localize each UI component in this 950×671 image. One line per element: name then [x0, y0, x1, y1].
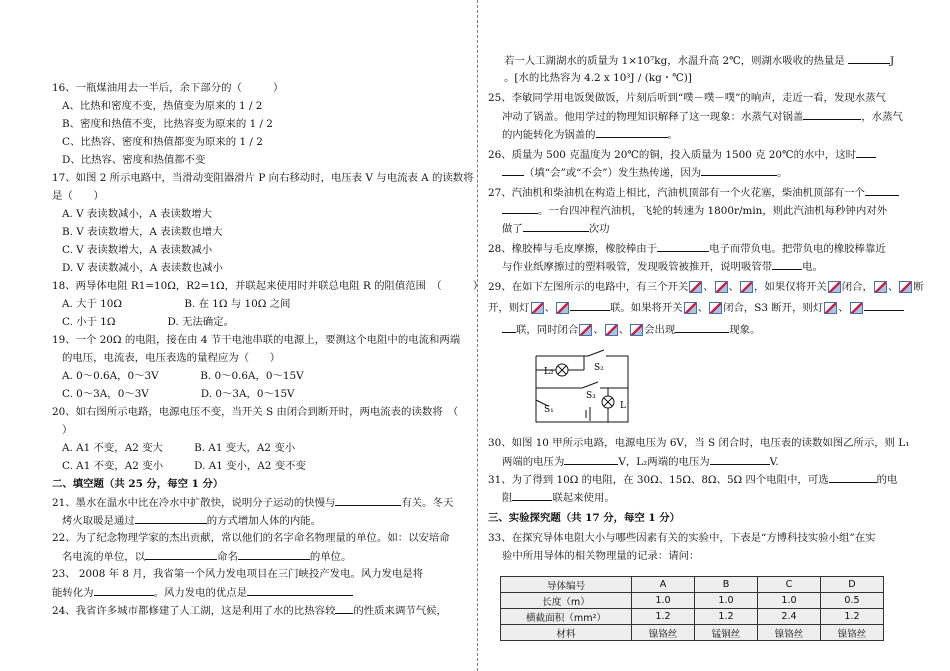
- answer-blank[interactable]: [710, 454, 770, 465]
- question-29-line2: 开，则灯 、 联。如果将开关 、 闭合，S3 断开，则灯 、: [488, 300, 904, 315]
- q25-text-a: 冲动了锅盖。他用学过的物理知识解释了这一现象：水蒸气对锅盖: [502, 111, 804, 123]
- question-19-line1: 19、一个 20Ω 的电阻，接在由 4 节干电池串联的电源上，要测这个电阻中的电流和两端: [52, 334, 461, 346]
- unit-j: J: [889, 55, 895, 67]
- switch-symbol-icon: [605, 324, 618, 336]
- table-cell: 锰铜丝: [695, 625, 758, 641]
- question-16: 16、一瓶煤油用去一半后，余下部分的（ ）: [52, 82, 284, 94]
- question-23-line2: [52, 585, 353, 600]
- q29-text-e: 开，则灯: [488, 302, 530, 314]
- question-27-line2: [502, 203, 887, 218]
- q17-option-d: D. V 表读数减小，A 表读数也减小: [62, 262, 223, 274]
- answer-blank[interactable]: [701, 165, 777, 176]
- table-cell: 1.0: [632, 593, 695, 609]
- table-cell: 横截面积（mm²）: [501, 609, 632, 625]
- q31-text-c: 阻: [502, 492, 513, 504]
- q23-text-a: 能转化为: [52, 587, 94, 599]
- table-header: 导体编号: [501, 577, 632, 593]
- q22-text-c: 的单位。: [309, 551, 352, 563]
- q27-text-c: 做了: [502, 223, 523, 235]
- question-22-line1: 22、为了纪念物理学家的杰出贡献，常以他们的名字命名物理量的单位。如：以安培命: [52, 532, 450, 544]
- answer-blank[interactable]: [502, 322, 516, 333]
- table-cell: 材料: [501, 625, 632, 641]
- q29-text-b: ，如果仅将开关: [754, 281, 827, 293]
- question-19-line2: 的电压，电流表，电压表选的量程应为（ ）: [62, 352, 281, 364]
- q20-options-cd: C. A1 不变，A2 变小 D. A1 变小，A2 变不变: [62, 460, 306, 472]
- q16-option-d: D、比热容、密度和热值都不变: [62, 154, 206, 166]
- q20-options-ab: A. A1 不变，A2 变大 B. A1 变大，A2 变小: [62, 442, 296, 454]
- question-28-line1: [488, 241, 886, 256]
- answer-blank[interactable]: [657, 241, 709, 252]
- answer-blank[interactable]: [675, 322, 729, 333]
- question-23-line1: 23、 2008 年 8 月，我省第一个风力发电项目在三门峡投产发电。风力发电是将: [52, 568, 424, 580]
- q21-text-b: 有关。冬天: [401, 497, 454, 509]
- table-row: [501, 625, 884, 641]
- switch-symbol-icon: [709, 302, 722, 314]
- q19-options-cd: C. 0～3A，0～3V D. 0～3A，0～15V: [62, 388, 295, 400]
- q26-text-c: 。: [777, 167, 788, 179]
- table-header: A: [632, 577, 695, 593]
- answer-blank[interactable]: [596, 127, 668, 138]
- q21-text-d: 的方式增加人体的内能。: [206, 515, 322, 527]
- q29-text-f: 联。如果将开关: [609, 302, 683, 314]
- label-s2: S₂: [594, 363, 604, 373]
- table-header: C: [758, 577, 821, 593]
- question-17-line1: 17、如图 2 所示电路中，当滑动变阻器滑片 P 向右移动时，电压表 V 与电流表 A 的读数将: [52, 172, 474, 184]
- q31-text-d: 联起来使用。: [552, 492, 615, 504]
- q28-text-b: 电子而带负电。把带负电的橡胶棒靠近: [709, 243, 886, 255]
- q28-text-d: 电。: [802, 261, 823, 273]
- answer-blank[interactable]: [803, 109, 861, 120]
- answer-blank[interactable]: [94, 585, 154, 596]
- q25-text-c: 的内能转化为锅盖的: [502, 129, 596, 141]
- lamp-symbol-icon: [531, 302, 544, 314]
- answer-blank[interactable]: [247, 585, 353, 596]
- question-20-line1: 20、如右图所示电路，电源电压不变，当开关 S 由闭合到断开时，两电流表的读数将 （: [52, 406, 459, 418]
- answer-blank[interactable]: [335, 495, 401, 506]
- question-27-line3: [502, 221, 610, 236]
- answer-blank[interactable]: [864, 300, 904, 311]
- question-28-line2: [502, 259, 823, 274]
- section-3-heading: 三、实验探究题（共 17 分，每空 1 分）: [488, 512, 681, 524]
- table-row: [501, 609, 884, 625]
- q24-continued-line1: [504, 53, 894, 68]
- answer-blank[interactable]: [135, 513, 207, 524]
- switch-symbol-icon: [684, 302, 697, 314]
- q24-text-a: 24、我省许多城市都修建了人工湖，这是利用了水的比热容较: [52, 605, 336, 617]
- question-31-line1: [488, 472, 897, 487]
- q25-text-d: 。: [667, 129, 678, 141]
- question-27-line1: [488, 185, 899, 200]
- question-26-line1: [488, 147, 876, 162]
- question-17-line2: 是（ ）: [52, 190, 104, 202]
- switch-symbol-icon: [740, 281, 753, 293]
- q17-option-c: C. V 表读数增大，A 表读数减小: [62, 244, 213, 256]
- q27-text-a: 27、汽油机和柴油机在构造上相比，汽油机顶部有一个火花塞，柴油机顶部有一个: [488, 187, 865, 199]
- circuit-diagram: [526, 344, 640, 428]
- question-29-line3: 联，同时闭合 、 、 会出现 现象。: [502, 322, 760, 337]
- q28-text-a: 28、橡胶棒与毛皮摩擦，橡胶棒由于: [488, 243, 658, 255]
- answer-blank[interactable]: [335, 603, 353, 614]
- answer-blank[interactable]: [856, 147, 876, 158]
- q17-option-b: B. V 表读数增大，A 表读数也增大: [62, 226, 223, 238]
- label-s3: S₃: [586, 391, 596, 401]
- q28-text-c: 与作业纸摩擦过的塑料吸管，发现吸管被推开，说明吸管带: [502, 261, 773, 273]
- switch-symbol-icon: [689, 281, 702, 293]
- lamp-symbol-icon: [556, 302, 569, 314]
- question-31-line2: [502, 490, 615, 505]
- q29-text-j: 现象。: [729, 324, 761, 336]
- q21-text-c: 烤火取暖是通过: [62, 515, 135, 527]
- question-20-line2: ）: [62, 424, 73, 436]
- q29-text-g: 闭合，S3 断开，则灯: [723, 302, 824, 314]
- question-25-line3: [502, 127, 678, 142]
- switch-symbol-icon: [874, 281, 887, 293]
- table-header: D: [821, 577, 884, 593]
- answer-blank[interactable]: [772, 259, 802, 270]
- switch-symbol-icon: [828, 281, 841, 293]
- q25-text-b: ，水蒸气: [861, 111, 903, 123]
- table-cell: 1.2: [695, 609, 758, 625]
- question-33-line2: 验中所用导体的相关物理量的记录：请问：: [502, 550, 700, 562]
- question-25-line1: 25、李敏同学用电饭煲做饭，片刻后听到“噗－噗－噗”的响声，走近一看，发现水蒸气: [488, 92, 886, 104]
- lamp-symbol-icon: [824, 302, 837, 314]
- question-30-line1: 30、如图 10 甲所示电路，电源电压为 6V，当 S 闭合时，电压表的读数如图乙所示，则 L₁: [488, 437, 910, 449]
- table-cell: 2.4: [758, 609, 821, 625]
- q30-text-a: 两端的电压为: [502, 456, 565, 468]
- q18-options-ab: A. 大于 10Ω B. 在 1Ω 与 10Ω 之间: [62, 298, 291, 310]
- q29-text-h: 联，同时闭合: [516, 324, 579, 336]
- answer-blank[interactable]: [145, 549, 217, 560]
- section-2-heading: 二、填空题（共 25 分，每空 1 分）: [52, 478, 224, 490]
- question-29-line1: 29、在如下左图所示的电路中，有三个开关 、 、 ，如果仅将开关 闭合， 、 断: [488, 281, 924, 293]
- table-header-row: [501, 577, 884, 593]
- answer-blank[interactable]: [238, 549, 310, 560]
- q24-cont-text: 若一人工湖湖水的质量为 1×10⁷kg，水温升高 2℃，则湖水吸收的热量是: [504, 55, 845, 67]
- q23-text-b: 。风力发电的优点是: [153, 587, 248, 599]
- table-cell: 镍铬丝: [758, 625, 821, 641]
- table-cell: 1.0: [758, 593, 821, 609]
- question-21-line2: [62, 513, 321, 528]
- q22-text-b: 命名: [217, 551, 238, 563]
- answer-blank[interactable]: [523, 221, 589, 232]
- q31-text-b: 的电: [876, 474, 898, 486]
- question-26-line2: [502, 165, 788, 180]
- answer-blank[interactable]: [512, 490, 552, 501]
- question-33-line1: 33、在探究导体电阻大小与哪些因素有关的实验中，下表是“方博科技实验小组”在实: [488, 532, 876, 544]
- q21-text-a: 21、墨水在温水中比在冷水中扩散快，说明分子运动的快慢与: [52, 497, 336, 509]
- label-s1: S₁: [544, 405, 554, 415]
- q29-text-d: 断: [913, 281, 924, 293]
- table-cell: 0.5: [821, 593, 884, 609]
- q30-text-c: V.: [769, 456, 779, 468]
- table-cell: 1.0: [695, 593, 758, 609]
- answer-blank[interactable]: [570, 300, 610, 311]
- q30-text-b: V，L₂两端的电压为: [618, 456, 710, 468]
- q24-text-b: 的性质来调节气候，: [353, 605, 447, 617]
- answer-blank[interactable]: [865, 185, 899, 196]
- q29-text-a: 29、在如下左图所示的电路中，有三个开关: [488, 281, 689, 293]
- table-cell: 镍铬丝: [821, 625, 884, 641]
- question-22-line2: [62, 549, 351, 564]
- q24-continued-line2: 。[水的比热容为 4.2 x 10³J / (kg・℃)]: [504, 72, 692, 84]
- switch-symbol-icon: [899, 281, 912, 293]
- question-30-line2: [502, 454, 779, 469]
- q17-option-a: A. V 表读数减小，A 表读数增大: [62, 208, 213, 220]
- q16-option-c: C、比热容、密度和热值都变为原来的 1 / 2: [62, 136, 263, 148]
- q22-text-a: 名电流的单位，以: [62, 551, 146, 563]
- conductor-table: [500, 576, 884, 641]
- question-21-line1: [52, 495, 453, 510]
- question-25-line2: [502, 109, 903, 124]
- table-header: B: [695, 577, 758, 593]
- table-cell: 1.2: [632, 609, 695, 625]
- table-row: [501, 593, 884, 609]
- lamp-symbol-icon: [850, 302, 863, 314]
- column-divider: [477, 0, 478, 671]
- q27-text-b: 。一台四冲程汽油机，飞轮的转速为 1800r/min，则此汽油机每秒钟内对外: [538, 205, 888, 217]
- switch-symbol-icon: [579, 324, 592, 336]
- q16-option-a: A、比热和密度不变，热值变为原来的 1 / 2: [62, 100, 263, 112]
- answer-blank[interactable]: [564, 454, 618, 465]
- q19-options-ab: A. 0～0.6A，0～3V B. 0～0.6A，0～15V: [62, 370, 304, 382]
- switch-symbol-icon: [630, 324, 643, 336]
- question-18: 18、两导体电阻 R1=10Ω，R2=1Ω，并联起来使用时并联总电阻 R 的阻值范围 （ ）: [52, 280, 484, 292]
- answer-blank[interactable]: [848, 53, 890, 64]
- question-24: [52, 603, 447, 618]
- q27-text-d: 次功: [588, 223, 610, 235]
- q29-text-i: 会出现: [644, 324, 676, 336]
- answer-blank[interactable]: [829, 472, 877, 483]
- q31-text-a: 31、为了得到 10Ω 的电阻，在 30Ω、15Ω、8Ω、5Ω 四个电阻中，可选: [488, 474, 829, 486]
- q26-text-a: 26、质量为 500 克温度为 20℃的铜，投入质量为 1500 克 20℃的水中，这时: [488, 149, 856, 161]
- label-l: L: [620, 401, 626, 411]
- q29-text-c: 闭合，: [841, 281, 873, 293]
- q26-text-b: （填“会”或“不会”）发生热传递，因为: [524, 167, 702, 179]
- table-cell: 镍铬丝: [632, 625, 695, 641]
- answer-blank[interactable]: [502, 165, 524, 176]
- table-cell: 长度（m）: [501, 593, 632, 609]
- q16-option-b: B、密度和热值不变，比热容变为原来的 1 / 2: [62, 118, 273, 130]
- table-cell: 1.2: [821, 609, 884, 625]
- answer-blank[interactable]: [502, 203, 538, 214]
- label-l2: L₂: [544, 367, 554, 377]
- q18-options-cd: C. 小于 1Ω D. 无法确定。: [62, 316, 234, 328]
- switch-symbol-icon: [715, 281, 728, 293]
